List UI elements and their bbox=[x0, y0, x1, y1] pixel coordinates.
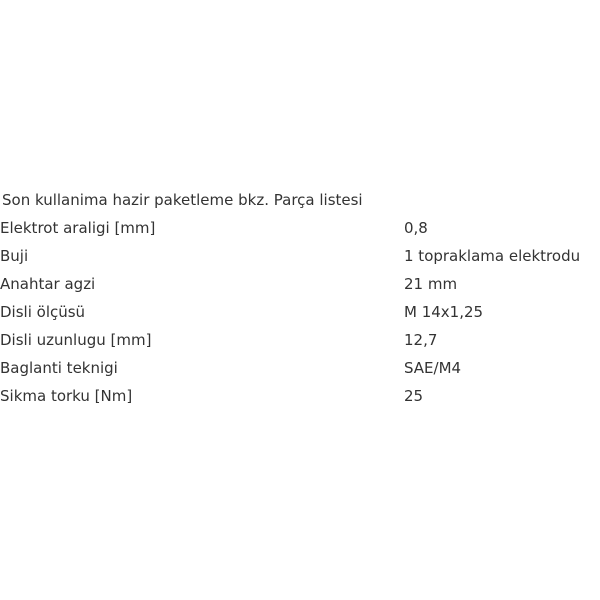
spec-label-wrench-size: Anahtar agzi bbox=[0, 275, 96, 293]
table-row bbox=[0, 354, 600, 382]
table-row bbox=[0, 298, 600, 326]
spec-label-electrode-gap: Elektrot araligi [mm] bbox=[0, 219, 156, 237]
table-row bbox=[0, 326, 600, 354]
spec-value-tightening-torque: 25 bbox=[404, 387, 424, 405]
spec-label-thread-size: Disli ölçüsü bbox=[0, 303, 86, 321]
spec-table bbox=[0, 214, 600, 410]
spec-value-connection-type: SAE/M4 bbox=[404, 359, 462, 377]
spec-label-tightening-torque: Sikma torku [Nm] bbox=[0, 387, 133, 405]
spec-value-thread-size: M 14x1,25 bbox=[404, 303, 484, 321]
table-row bbox=[0, 382, 600, 410]
spec-value-electrode-gap: 0,8 bbox=[404, 219, 428, 237]
table-row bbox=[0, 214, 600, 242]
spec-value-spark-plug: 1 topraklama elektrodu bbox=[404, 247, 581, 265]
spec-sheet bbox=[0, 186, 600, 410]
table-row bbox=[0, 242, 600, 270]
intro-text: Son kullanima hazir paketleme bkz. Parça listesi bbox=[2, 191, 363, 209]
spec-value-wrench-size: 21 mm bbox=[404, 275, 458, 293]
spec-label-spark-plug: Buji bbox=[0, 247, 29, 265]
spec-label-thread-length: Disli uzunlugu [mm] bbox=[0, 331, 152, 349]
table-row bbox=[0, 270, 600, 298]
spec-label-connection-type: Baglanti teknigi bbox=[0, 359, 118, 377]
spec-value-thread-length: 12,7 bbox=[404, 331, 438, 349]
